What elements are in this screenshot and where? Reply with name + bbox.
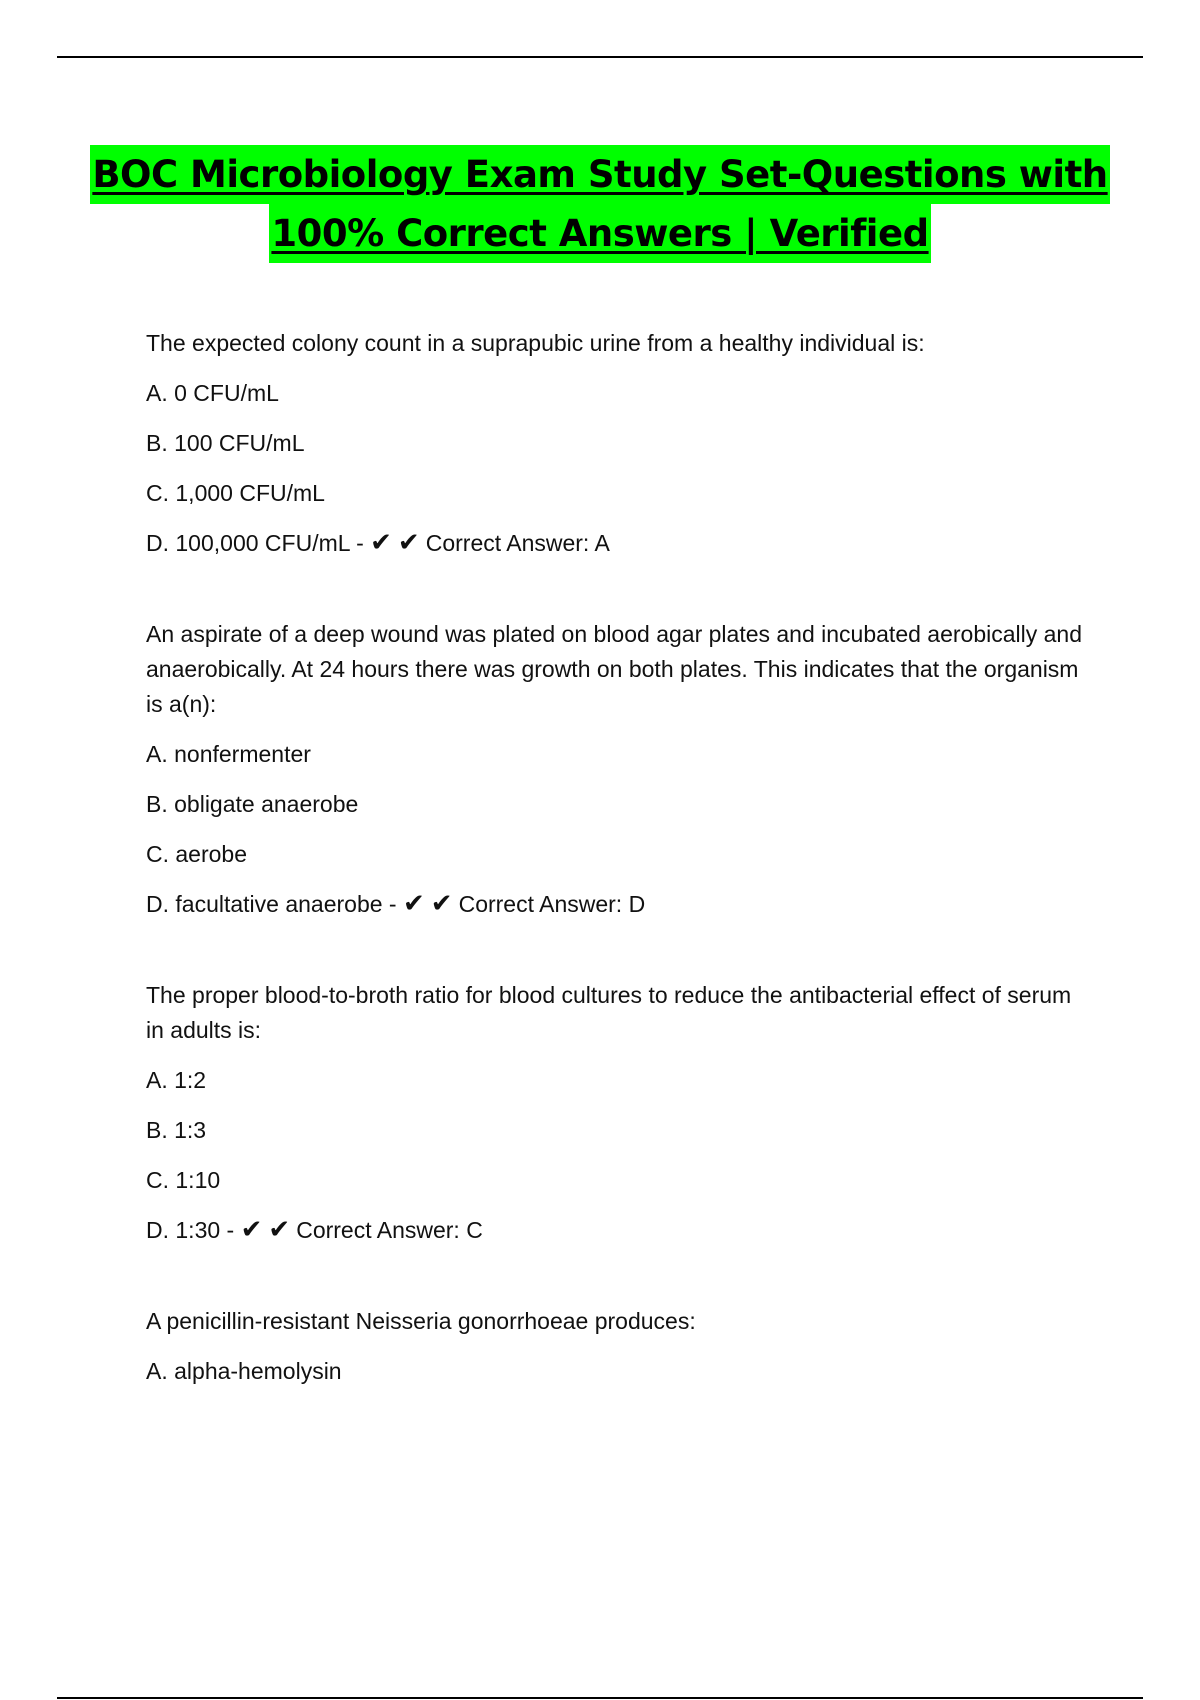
question-block-4 [146, 1304, 1086, 1389]
option-d-answer-line [146, 526, 1086, 561]
option-d-answer-line [146, 887, 1086, 922]
check-icon: ✔ [370, 528, 392, 558]
question-text: The proper blood-to-broth ratio for blood cultures to reduce the antibacterial effect of serum in adults is: [146, 982, 1072, 1043]
option-c: C. 1,000 CFU/mL [146, 480, 325, 506]
title-line-1: BOC Microbiology Exam Study Set-Questions with [90, 145, 1109, 204]
check-icon: ✔ [268, 1215, 291, 1245]
option-b: B. obligate anaerobe [146, 791, 359, 817]
option-b: B. 100 CFU/mL [146, 430, 305, 456]
option-d: D. 100,000 CFU/mL - [146, 530, 364, 556]
option-a: A. 0 CFU/mL [146, 380, 279, 406]
check-icon: ✔ [240, 1215, 263, 1245]
correct-answer: Correct Answer: D [458, 891, 646, 917]
option-a: A. 1:2 [146, 1067, 207, 1093]
question-block-1 [146, 326, 1086, 561]
option-a: A. nonfermenter [146, 741, 311, 767]
question-block-2 [146, 617, 1086, 922]
question-text: A penicillin-resistant Neisseria gonorrhoeae produces: [146, 1308, 696, 1334]
option-c: C. aerobe [146, 841, 248, 867]
check-icon: ✔ [402, 889, 425, 919]
question-block-3 [146, 978, 1086, 1248]
option-d: D. facultative anaerobe - [146, 891, 397, 917]
correct-answer: Correct Answer: A [425, 530, 610, 556]
question-text: An aspirate of a deep wound was plated on blood agar plates and incubated aerobically and anaerobically. At 24 hours there was growth on both plates. This indicates that the organism is a(n): [146, 621, 1083, 717]
title-line-2: 100% Correct Answers | Verified [269, 204, 930, 263]
check-icon: ✔ [430, 889, 453, 919]
option-b: B. 1:3 [146, 1117, 207, 1143]
option-d-answer-line [146, 1213, 1086, 1248]
question-text: The expected colony count in a suprapubic urine from a healthy individual is: [146, 330, 925, 356]
document-title [57, 145, 1143, 263]
option-d: D. 1:30 - [146, 1217, 235, 1243]
option-a: A. alpha-hemolysin [146, 1358, 342, 1384]
correct-answer: Correct Answer: C [296, 1217, 483, 1243]
question-list [146, 326, 1086, 1445]
bottom-rule [57, 1697, 1143, 1699]
check-icon: ✔ [397, 528, 420, 558]
top-rule [57, 56, 1143, 58]
option-c: C. 1:10 [146, 1167, 221, 1193]
